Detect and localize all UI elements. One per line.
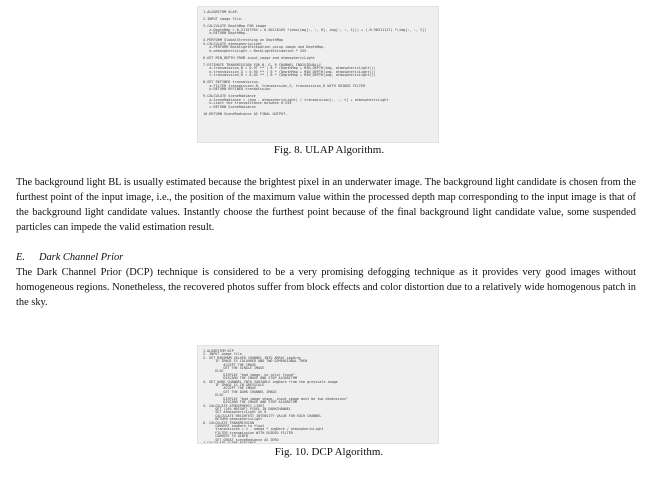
code-line: DISPLAY "bad image shape, input image must be two dimensions" bbox=[203, 396, 348, 401]
code-line: a.FILTER transmission_B, transmission_G, transmission_R WITH GUIDED FILTER bbox=[203, 83, 366, 88]
code-line: DISCARD THE IMAGE AND STOP ALGORITHM bbox=[203, 400, 297, 405]
code-line: 4.PERFORM GlobalStretching on DepthMap bbox=[203, 38, 284, 42]
code-line: CONVERT TO UINT8 bbox=[203, 434, 248, 439]
code-line: ELSE bbox=[203, 393, 224, 398]
code-line: 1.ALGORITHM DCP bbox=[203, 349, 234, 353]
code-line: a.DepthMap = 0.51157954 + 0.50116165 *(max(img[:, :, 0], img[:, :, 1])) + (-0.90511117) *(img[:, :, 2]) bbox=[203, 27, 427, 32]
code-line: 3.CALCULATE DepthMap FOR image bbox=[203, 24, 267, 28]
background-light-paragraph: The background light BL is usually estimated because the brightest pixel in an underwater image. The background light candidate is chosen from the furthest point of the input image, i.e., the position of the maximum value within the processed depth map corresponding to the input image is that of the background light candidate values. Instantly choose the furthest point because of the final background light candidate value, some suspended particles can impede the valid estimation result. bbox=[16, 177, 636, 233]
code-line: DISCARD THE IMAGE AND STOP ALGORITHM bbox=[203, 376, 297, 381]
code-line: a.SceneRadiance = (img - atmosphericLight) / transmission[:, :, t] + atmosphericLight bbox=[203, 97, 389, 102]
code-line: b.RETURN REFINED transmission bbox=[203, 87, 271, 91]
code-line: c.transmission_R = 0.83 ** ( 8 * (DepthMap + MIN_DEPTH(img, atmosphericLight))) bbox=[203, 73, 376, 77]
code-line: CONVERT imgDark to float bbox=[203, 423, 265, 428]
code-line: CALCULATE BRIGHTEST INTENSITY VALUE FOR EACH CHANNEL bbox=[203, 413, 322, 418]
code-line: 8.GET REFINED transmission. bbox=[203, 80, 260, 84]
code-line: a.PERFORM BackLightEstimation using image and DepthMap. bbox=[203, 45, 326, 49]
dcp-algorithm-figure bbox=[197, 345, 439, 444]
code-line: SET atmosphericLight AS 0 bbox=[203, 410, 267, 415]
code-line: 7.CALCULATE SCENE RADIANCE bbox=[203, 440, 257, 444]
figure-8-caption: Fig. 8. ULAP Algorithm. bbox=[273, 144, 385, 156]
code-line: 5. CALCULATE ATMOSPHERIC LIGHT bbox=[203, 403, 265, 408]
section-heading-dark-channel-prior bbox=[16, 250, 123, 265]
code-line: b.Limit the transmittance between 0~255 bbox=[203, 101, 292, 105]
code-line: 3. GET MINIMUM VALUED CHANNEL INTO ARRAY imgGray bbox=[203, 355, 301, 360]
code-line: GET (10% BRIGHT) PIXEL IN DARKCHANNEL bbox=[203, 406, 291, 411]
code-line: transmission = 1 - omega * imgDark / atmosphericLight bbox=[203, 427, 324, 432]
code-line: 1.ALGORITHM ULAP. bbox=[203, 10, 239, 14]
code-line: 9.CALCULATE SceneRadiance bbox=[203, 94, 256, 98]
code-line: b.RETURN DepthMap. bbox=[203, 31, 248, 35]
code-line: IF IMAGE IS IN GREYSCALE bbox=[203, 383, 265, 388]
code-line: 4. GET DARK CHANNEL INTO VARIABLE imgDark from the greyscale image bbox=[203, 379, 338, 384]
code-line: 2.INPUT image file. bbox=[203, 17, 244, 21]
code-line: 2. INPUT image file. bbox=[203, 352, 244, 357]
code-line: 6. CALCULATE TRANSMISSION bbox=[203, 420, 255, 425]
code-line: ELSE bbox=[203, 369, 224, 374]
code-line: IF IMAGE IS COLOURED AND TWO DIMENSIONAL THEN bbox=[203, 359, 308, 364]
code-line: FILTER transmission WITH GUIDED FILTER bbox=[203, 430, 293, 435]
code-line: b.atmosphericLight = BackLightEstimation * 255 bbox=[203, 48, 307, 53]
code-line: b.transmission_G = 0.95 ** ( 8 * (DepthMap + MIN_DEPTH(img, atmosphericLight))) bbox=[203, 69, 376, 74]
ulap-algorithm-figure bbox=[197, 6, 439, 143]
code-line: c.RETURN SceneRadiance bbox=[203, 104, 256, 109]
code-line: a.transmission_B = 0.97 ** ( 8 * (DepthMap + MIN_DEPTH(img, atmosphericLight))) bbox=[203, 66, 376, 70]
code-line: GET THE DARK CHANNEL IMAGE bbox=[203, 389, 277, 394]
code-line: 7.ESTIMATE TRANSMISSION FOR B, G, R CHANNEL INDIVIDUALLY bbox=[203, 62, 322, 67]
section-title: Dark Channel Prior bbox=[38, 252, 124, 263]
code-line: DISPLAY "bad image, no color found" bbox=[203, 372, 295, 377]
code-line: RETURN atmosphericLight bbox=[203, 417, 263, 422]
code-line: 6.GET MIN_DEPTH FROM input_image and atmosphericLight bbox=[203, 55, 315, 60]
code-line: SET GREAT sceneRadiance AS ZERO bbox=[203, 437, 279, 442]
code-line: ACCEPT THE IMAGE bbox=[203, 386, 257, 391]
section-number: E. bbox=[16, 252, 25, 263]
code-line: ACCEPT THE IMAGE bbox=[203, 362, 257, 367]
dcp-description-paragraph: The Dark Channel Prior (DCP) technique is considered to be a very promising defogging technique as it provides very good images without homogeneous regions. Nonetheless, the recovered photos suffer from block effects and color distortion due to a relatively wide homogenous patch in the sky. bbox=[16, 267, 636, 308]
code-line: 5.CALCULATE atmosphericLight bbox=[203, 41, 263, 46]
code-line: GET THE SINGLE IMAGE bbox=[203, 366, 265, 371]
code-line: 10.RETURN SceneRadiance AS FINAL OUTPUT. bbox=[203, 111, 288, 116]
figure-10-caption: Fig. 10. DCP Algorithm. bbox=[274, 446, 384, 458]
